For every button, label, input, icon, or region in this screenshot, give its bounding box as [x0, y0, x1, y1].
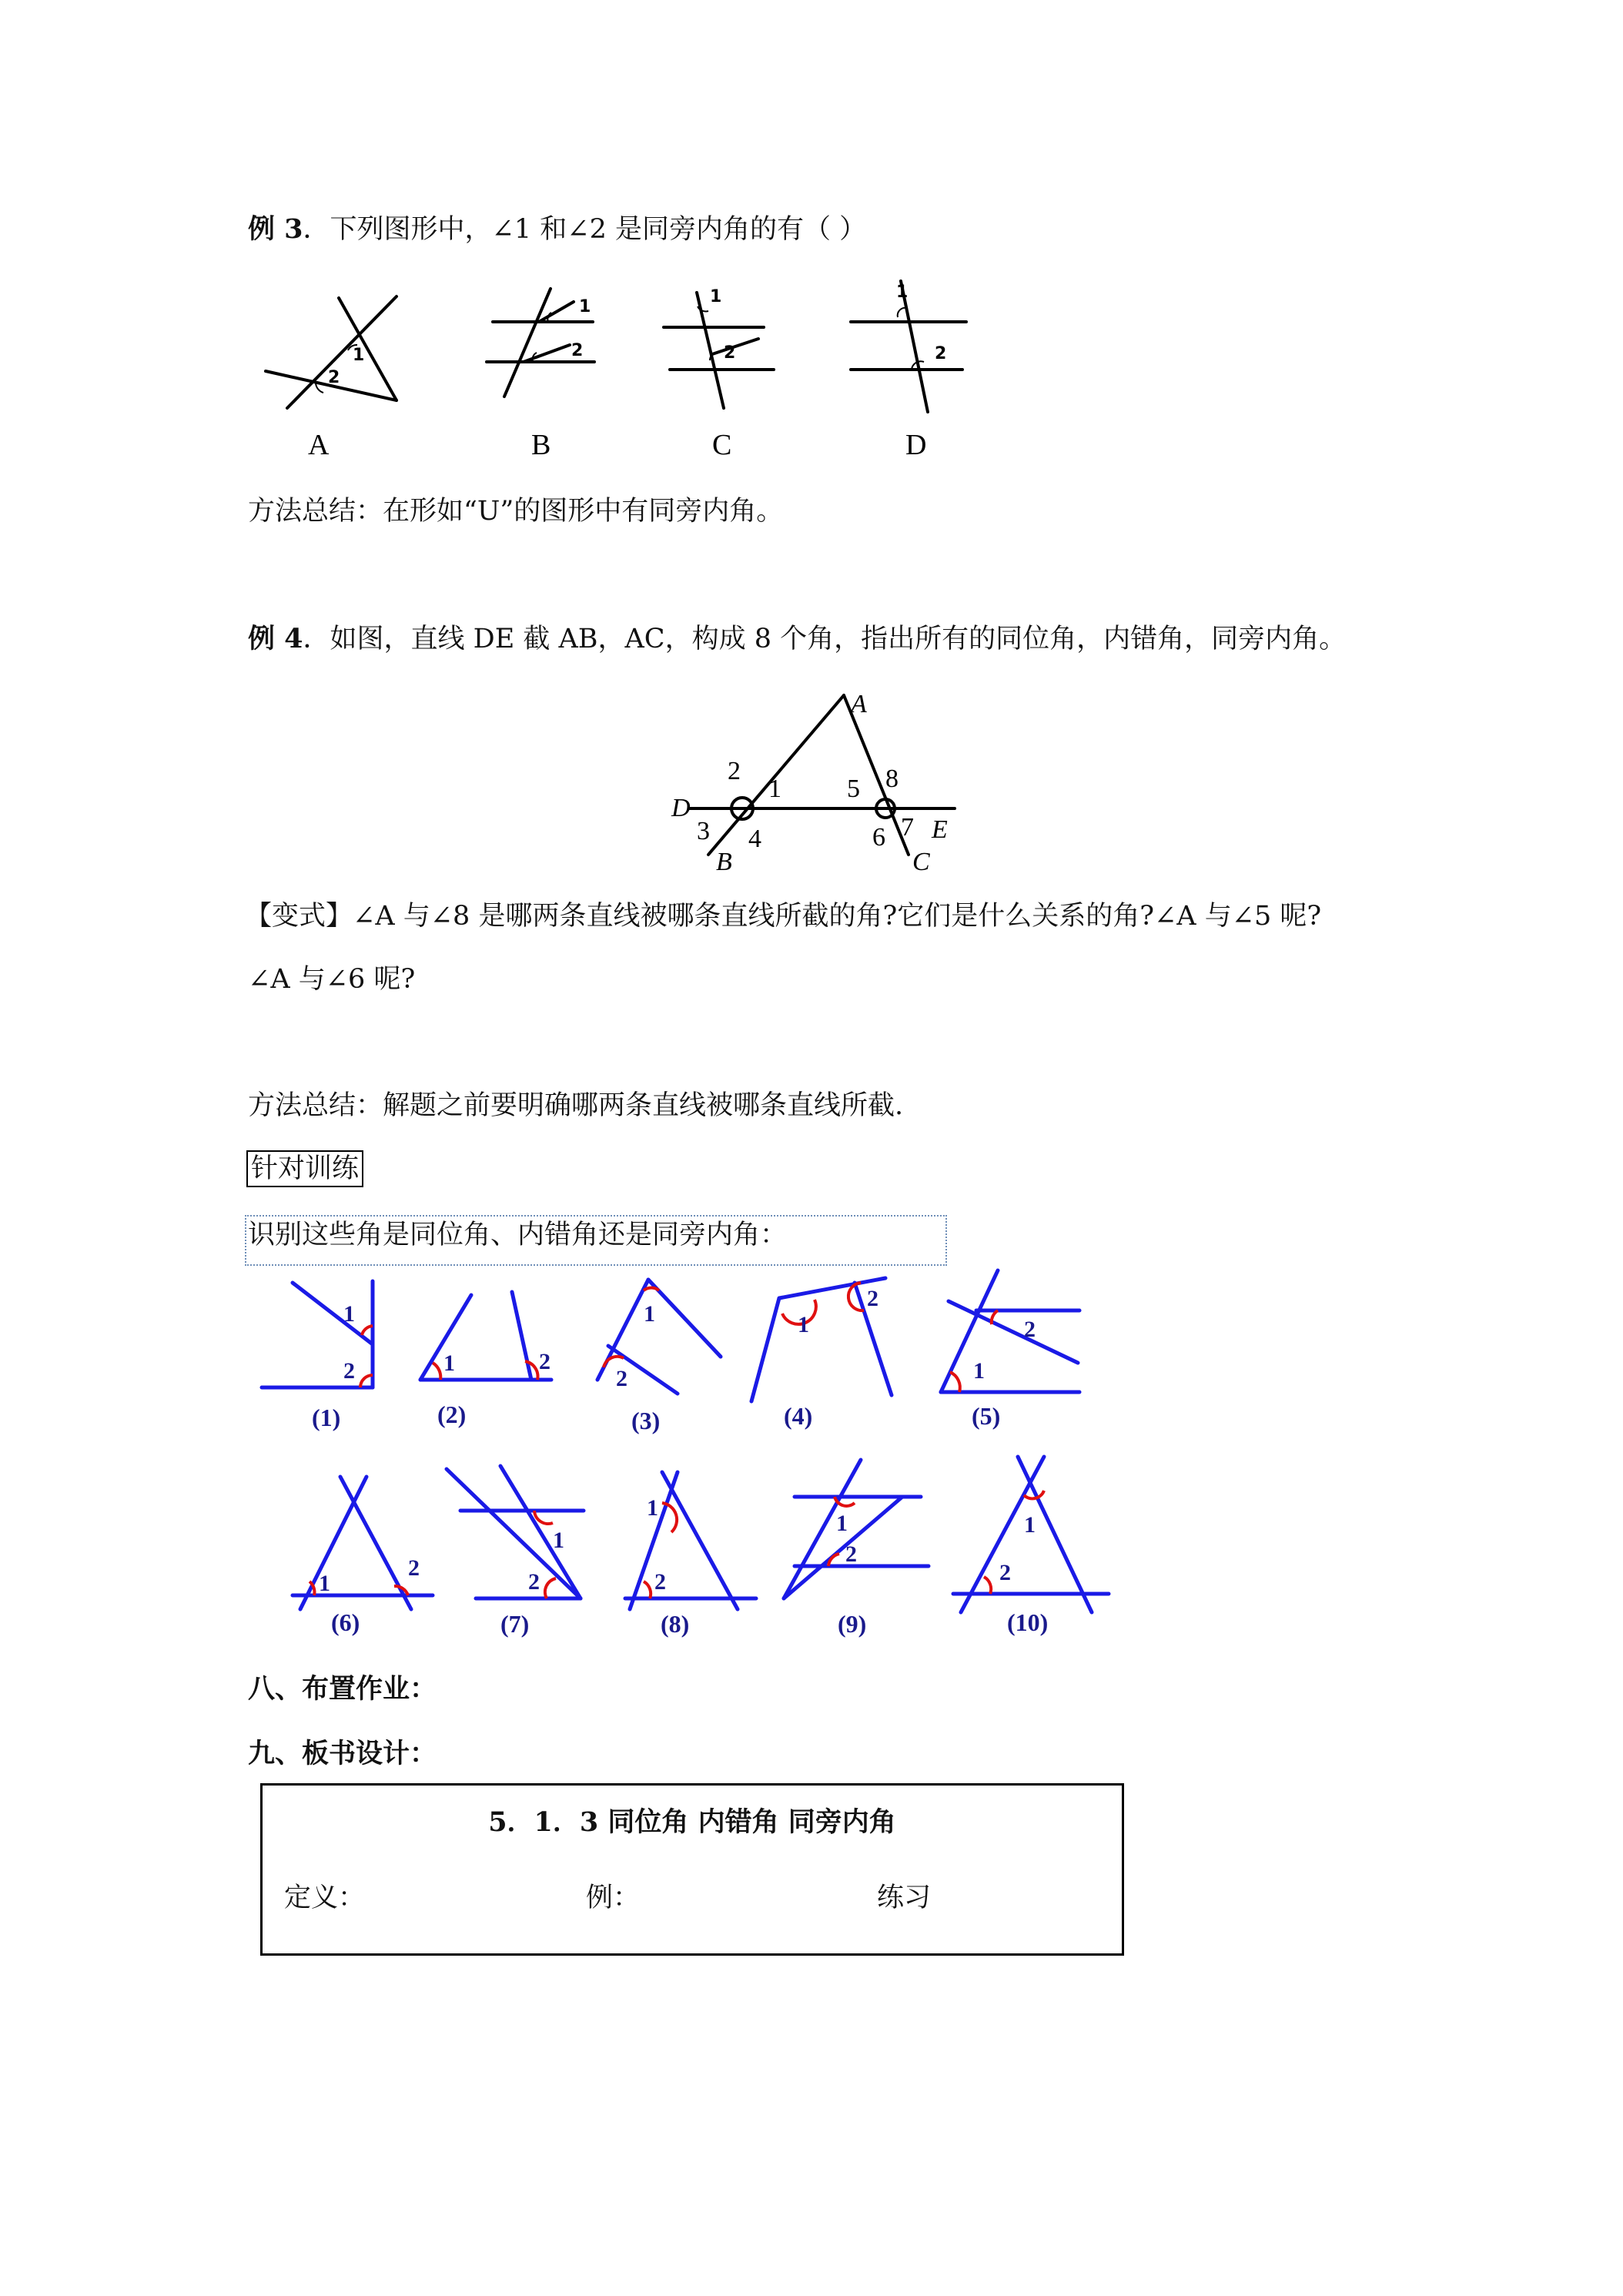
training-title: 针对训练	[246, 1150, 363, 1187]
board-example: 例：	[586, 1883, 641, 1913]
label-3: 3	[697, 817, 710, 845]
example3-question: 例 3．下列图形中，∠1 和∠2 是同旁内角的有（ ）	[248, 213, 867, 245]
caption-a: A	[308, 429, 330, 461]
svg-text:(10): (10)	[1007, 1608, 1049, 1636]
svg-text:2: 2	[654, 1569, 666, 1595]
svg-text:1: 1	[553, 1528, 564, 1553]
board-definition: 定义：	[284, 1883, 366, 1913]
label-1: 1	[768, 775, 781, 803]
svg-text:2: 2	[539, 1349, 550, 1374]
training-figure-10	[953, 1457, 1109, 1636]
svg-text:1: 1	[836, 1511, 848, 1536]
example3-label: 例 3	[248, 213, 303, 245]
label-8: 8	[885, 765, 899, 793]
label-d: D	[671, 794, 691, 822]
label-b: B	[716, 848, 732, 876]
label-a: A	[851, 690, 867, 718]
svg-text:1: 1	[973, 1358, 985, 1384]
label-e: E	[932, 815, 948, 844]
training-figure-7	[447, 1466, 584, 1638]
svg-text:(5): (5)	[972, 1402, 1001, 1430]
training-figure-6	[293, 1477, 433, 1636]
svg-text:(1): (1)	[312, 1404, 341, 1431]
svg-text:2: 2	[343, 1358, 355, 1384]
svg-text:1: 1	[710, 287, 722, 306]
svg-text:2: 2	[616, 1366, 627, 1391]
svg-text:1: 1	[343, 1301, 355, 1327]
board-practice: 练习	[877, 1883, 932, 1913]
label-2: 2	[728, 757, 741, 785]
svg-text:(8): (8)	[661, 1610, 690, 1638]
label-4: 4	[748, 825, 761, 853]
variant-line-2: ∠A 与∠6 呢?	[248, 964, 416, 995]
training-figure-2	[420, 1292, 551, 1428]
svg-text:2: 2	[999, 1560, 1011, 1585]
training-figure-5	[941, 1270, 1079, 1430]
section-homework: 八、布置作业：	[248, 1673, 437, 1705]
svg-text:2: 2	[328, 368, 340, 387]
svg-text:1: 1	[644, 1301, 655, 1327]
svg-text:1: 1	[798, 1312, 809, 1337]
section-board-design: 九、板书设计：	[248, 1738, 437, 1769]
training-figure-4	[751, 1278, 892, 1430]
training-figure-9	[784, 1460, 929, 1638]
svg-text:(2): (2)	[437, 1401, 467, 1428]
example4-label: 例 4	[248, 623, 303, 654]
board-title: 5．1．3 同位角 内错角 同旁内角	[488, 1806, 896, 1838]
caption-d: D	[905, 429, 927, 461]
label-6: 6	[872, 823, 885, 852]
svg-text:2: 2	[1024, 1317, 1036, 1342]
label-7: 7	[901, 813, 914, 842]
variant-line-1: 【变式】∠A 与∠8 是哪两条直线被哪条直线所截的角?它们是什么关系的角?∠A 与∠5 呢?	[245, 901, 1322, 932]
label-c: C	[912, 848, 930, 876]
training-figure-8	[625, 1472, 756, 1638]
training-figure-1	[262, 1281, 373, 1431]
caption-c: C	[712, 429, 732, 461]
label-5: 5	[847, 775, 860, 803]
svg-text:1: 1	[647, 1495, 658, 1521]
board-box	[260, 1783, 1124, 1956]
svg-text:2: 2	[935, 344, 947, 363]
svg-text:1: 1	[353, 346, 365, 365]
svg-text:1: 1	[579, 297, 591, 316]
svg-text:1: 1	[1024, 1512, 1036, 1538]
training-figure-3	[597, 1280, 721, 1434]
svg-text:2: 2	[528, 1569, 540, 1595]
svg-text:(4): (4)	[784, 1402, 813, 1430]
svg-text:1: 1	[443, 1350, 455, 1376]
caption-b: B	[531, 429, 551, 461]
svg-text:1: 1	[319, 1571, 330, 1596]
example4-summary: 方法总结：解题之前要明确哪两条直线被哪条直线所截.	[248, 1090, 904, 1121]
example4-question: 例 4．如图，直线 DE 截 AB，AC，构成 8 个角，指出所有的同位角，内错角，同旁内角。	[248, 623, 1347, 654]
svg-text:(6): (6)	[331, 1608, 360, 1636]
training-prompt: 识别这些角是同位角、内错角还是同旁内角：	[248, 1220, 788, 1250]
svg-text:(7): (7)	[500, 1610, 530, 1638]
svg-text:2: 2	[724, 343, 736, 363]
svg-text:2: 2	[845, 1541, 857, 1567]
svg-text:(9): (9)	[838, 1610, 867, 1638]
svg-text:1: 1	[896, 283, 909, 302]
svg-text:2: 2	[571, 341, 584, 360]
example3-summary: 方法总结：在形如“U”的图形中有同旁内角。	[248, 496, 784, 527]
svg-text:2: 2	[408, 1555, 420, 1581]
svg-text:(3): (3)	[631, 1407, 661, 1434]
svg-text:2: 2	[867, 1286, 878, 1311]
